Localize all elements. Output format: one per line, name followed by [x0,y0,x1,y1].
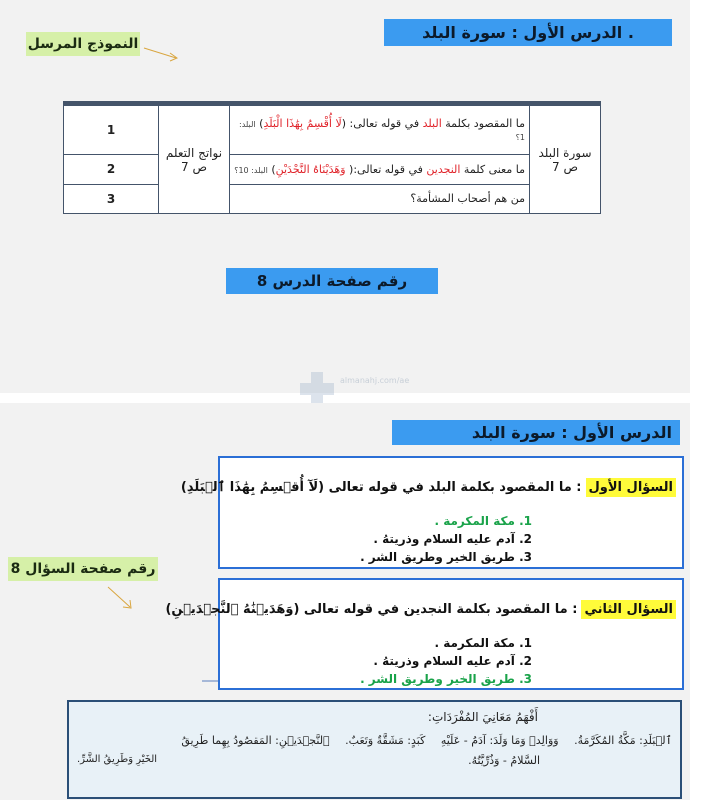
question-cell: من هم أصحاب المشأمة؟ [230,184,530,213]
question-2-label: السؤال الثاني [581,600,676,619]
vocab-item: وَوَالِدٖ وَمَا وَلَدَ: آدَمُ - عَلَيْهِ [440,734,559,747]
question-2-text: السؤال الثاني: ما المقصود بكلمة النجدين في قوله تعالى (وَهَدَيۡنَٰهُ ٱلنَّجۡدَيۡنِ) [165,602,676,617]
lesson-page-banner: رقم صفحة الدرس 8 [226,268,438,294]
question-page-note: رقم صفحة السؤال 8 [8,557,158,581]
lesson-banner: الدرس الأول : سورة البلد . [384,19,672,46]
row-number: 2 [64,155,159,184]
table-row [64,155,601,184]
vocab-continuation: الخَيْرِ وَطَرِيقُ الشَّرِّ. [77,754,158,765]
table-row [64,184,601,213]
question-2-box [165,578,684,690]
outcome-page: ص 7 [181,159,207,174]
lesson-name-cell [530,104,601,214]
question-1-choices [360,512,532,566]
top-panel [0,0,690,393]
outcome-cell [159,104,230,214]
choice-correct: 3. طريق الخير وطريق الشر . [360,672,532,686]
choice: 2. آدم عليه السلام وذريتهُ . [373,532,532,546]
vocabulary-items [169,734,672,747]
row-number: 1 [64,104,159,155]
vocab-continuation: السَّلامُ - وَذُرِّيَّتُهُ. [468,754,540,767]
lesson-name: سورة البلد [538,145,592,160]
outcome-label: نواتج التعلم [165,145,223,160]
question-1-box [180,456,684,569]
arrow-icon [142,44,182,64]
connector-line [202,679,218,683]
question-cell: ما المقصود بكلمة البلد في قوله تعالى: (لَا أُقْسِمُ بِهَٰذَا الْبَلَدِ) البلد: 1؟ [230,104,530,155]
vocabulary-title: أَفْهَمُ مَعَانِيَ المُفْرَدَاتِ: [427,710,538,724]
row-number: 3 [64,184,159,213]
table-row [64,104,601,155]
vocab-item: ٱلنَّجۡدَيۡنِ: المَقصُودُ بِهِما طَرِيقُ [181,734,330,747]
question-1-label: السؤال الأول [586,478,676,497]
question-1-text: السؤال الأول: ما المقصود بكلمة البلد في قوله تعالى (لَآ أُقۡسِمُ بِهَٰذَا ٱلۡبَلَدِ) [181,480,676,495]
lesson-banner-bottom: الدرس الأول : سورة البلد [392,420,680,445]
choice: 2. آدم عليه السلام وذريتهُ . [373,654,532,668]
vocab-item: كَبَدٍ: مَشَقَّةٌ وَتَعَبٌ. [345,734,426,747]
question-2-choices [360,634,532,688]
choice: 3. طريق الخير وطريق الشر . [360,550,532,564]
sent-model-note: النموذج المرسل [26,32,140,56]
vocab-item: ٱلۡبَلَدِ: مَكَّةُ المُكَرَّمَةُ. [574,734,672,747]
watermark-url: almanahj.com/ae [340,376,410,385]
vocabulary-box [67,700,682,799]
lesson-outcomes-table [63,101,601,214]
choice-correct: 1. مكة المكرمة . [434,514,532,528]
arrow-icon [106,585,136,613]
lesson-page: ص 7 [552,159,578,174]
question-cell: ما معنى كلمة النجدين في قوله تعالى:( وَهَدَيْنَاهُ النَّجْدَيْنِ) البلد: 10؟ [230,155,530,184]
choice: 1. مكة المكرمة . [434,636,532,650]
